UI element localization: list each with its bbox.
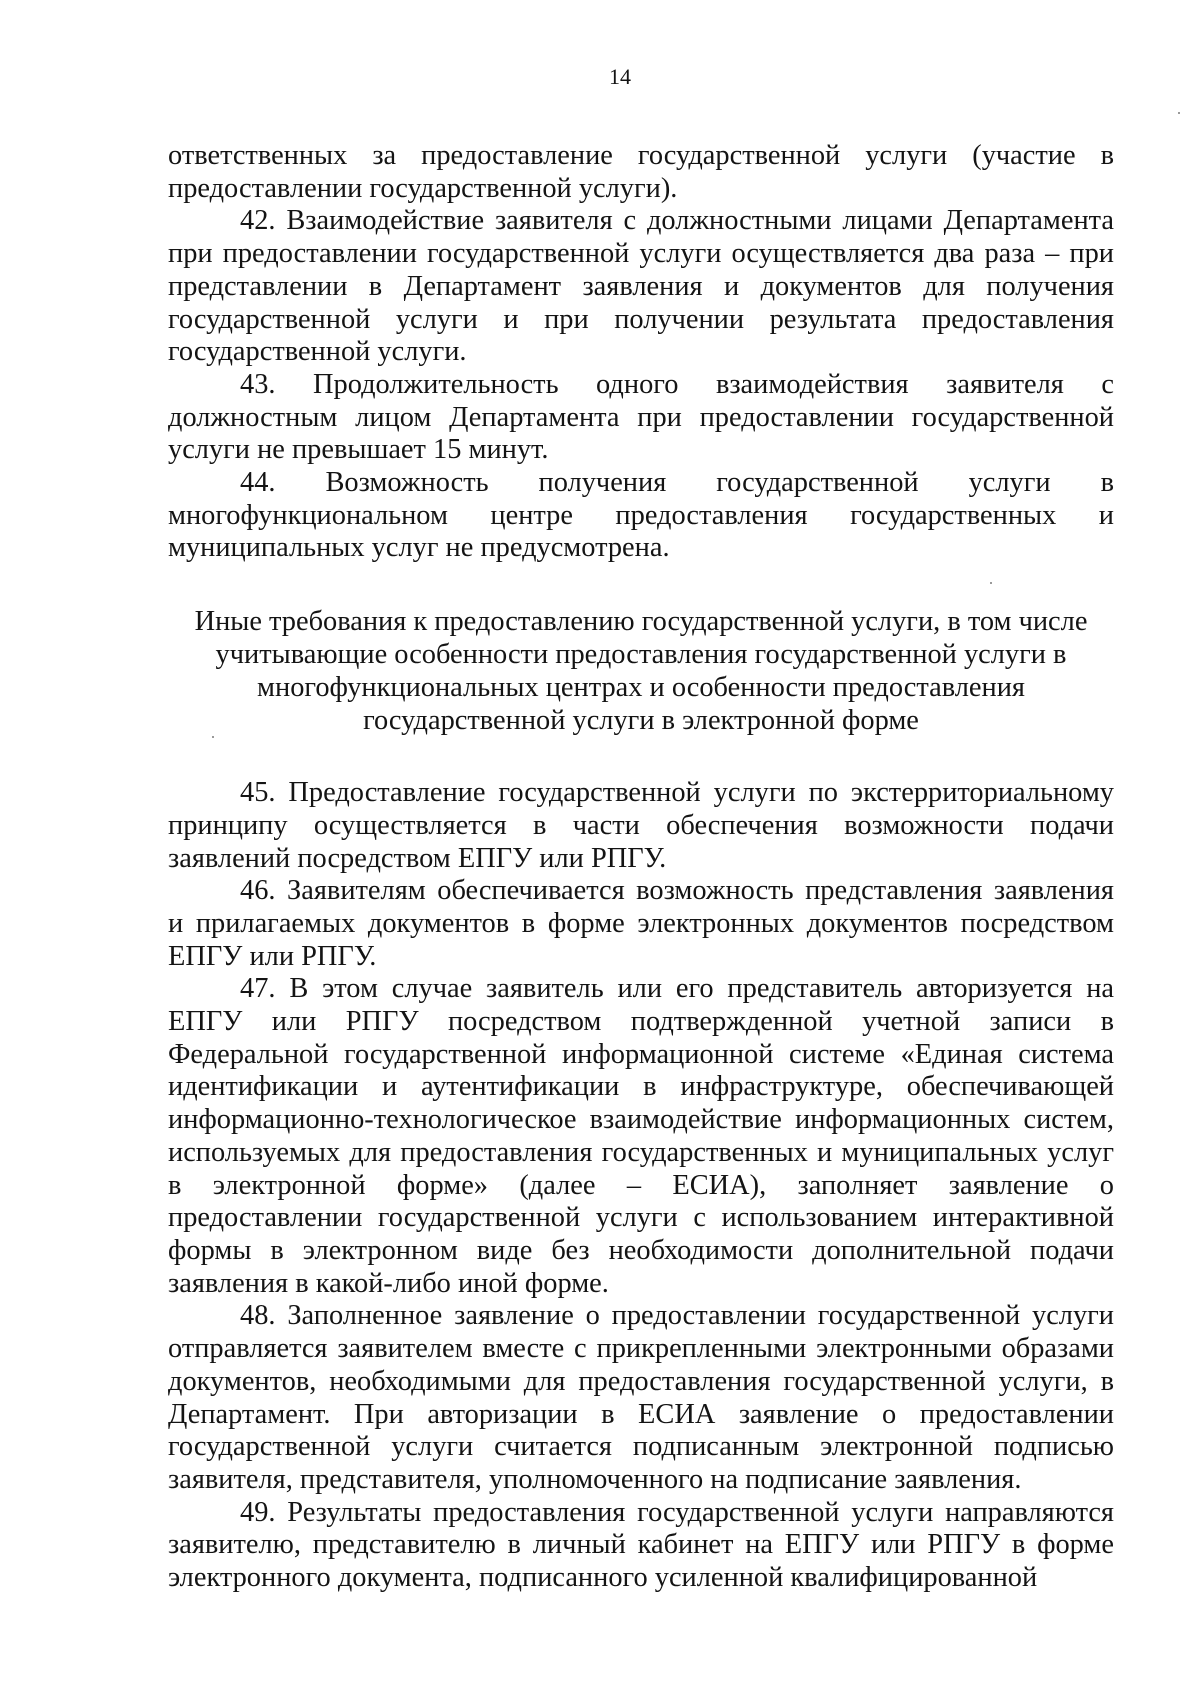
paragraph-45: 45. Предоставление государственной услуги по экстерриториальному принципу осуществляется в части обеспечения возможности подачи заявлений посредством ЕПГУ или РПГУ. [168, 777, 1114, 874]
paragraph-continuation: ответственных за предоставление государственной услуги (участие в предоставлении государственной услуги). [168, 140, 1114, 204]
scan-speck [990, 582, 992, 584]
page-number: 14 [609, 64, 631, 89]
scan-speck [212, 736, 214, 738]
paragraph-43: 43. Продолжительность одного взаимодействия заявителя с должностным лицом Департамента при предоставлении государственной услуги не превышает 15 минут. [168, 368, 1114, 466]
scan-speck [1178, 112, 1180, 114]
paragraph-42: 42. Взаимодействие заявителя с должностными лицами Департамента при предоставлении государственной услуги осуществляется два раза – при представлении в Департамент заявления и документов для получения государственной услуги и при получении результата предоставления государственной услуги. [168, 205, 1114, 368]
paragraph-46: 46. Заявителям обеспечивается возможность представления заявления и прилагаемых документов в форме электронных документов посредством ЕПГУ или РПГУ. [168, 875, 1114, 972]
paragraph-44: 44. Возможность получения государственной услуги в многофункциональном центре предоставления государственных и муниципальных услуг не предусмотрена. [168, 467, 1114, 564]
paragraph-48: 48. Заполненное заявление о предоставлении государственной услуги отправляется заявителем вместе с прикрепленными электронными образами документов, необходимыми для предоставления государственной услуги, в Департамент. При авторизации в ЕСИА заявление о предоставлении государственной услуги считается подписанным электронной подписью заявителя, представителя, уполномоченного на подписание заявления. [168, 1300, 1114, 1495]
document-body [168, 140, 1114, 1595]
paragraph-49: 49. Результаты предоставления государственной услуги направляются заявителю, представителю в личный кабинет на ЕПГУ или РПГУ в форме электронного документа, подписанного усиленной квалифицированной [168, 1496, 1114, 1594]
paragraph-47: 47. В этом случае заявитель или его представитель авторизуется на ЕПГУ или РПГУ посредством подтвержденной учетной записи в Федеральной государственной информационной системе «Единая система идентификации и аутентификации в инфраструктуре, обеспечивающей информационно-технологическое взаимодействие информационных систем, используемых для предоставления государственных и муниципальных услуг в электронной форме» (далее – ЕСИА), заполняет заявление о предоставлении государственной услуги с использованием интерактивной формы в электронном виде без необходимости дополнительной подачи заявления в какой-либо иной форме. [168, 973, 1114, 1299]
section-heading: Иные требования к предоставлению государственной услуги, в том числе учитывающие особенности предоставления государственной услуги в многофункциональных центрах и особенности предоставления государственной услуги в электронной форме [194, 606, 1088, 737]
